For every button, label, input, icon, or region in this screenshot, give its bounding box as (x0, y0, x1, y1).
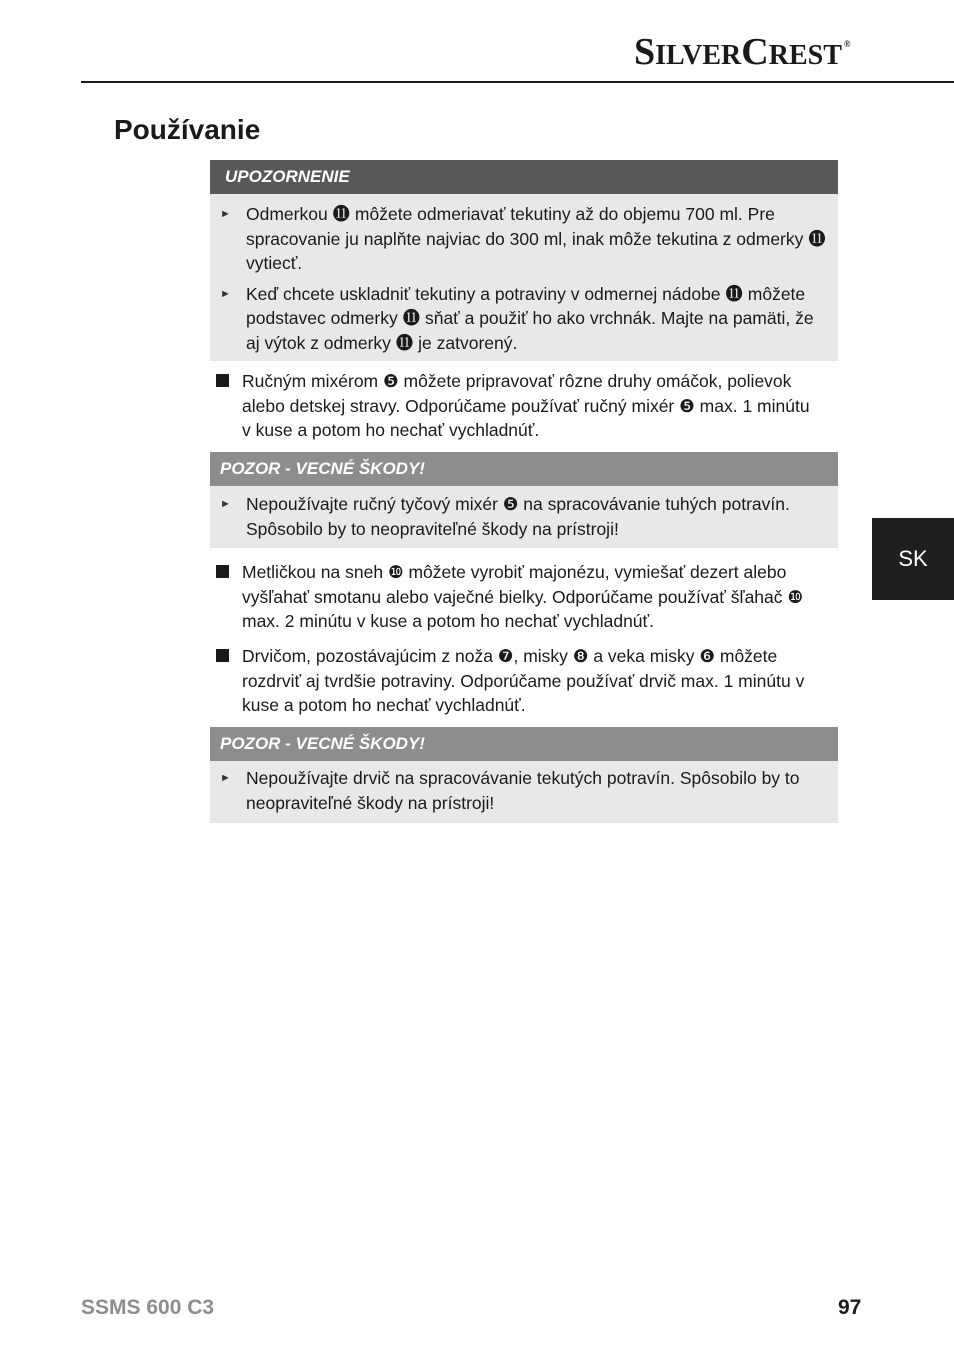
step-hand-mixer (210, 369, 838, 443)
page-title: Používanie (114, 114, 261, 145)
list-item (220, 282, 826, 356)
footer-model: SSMS 600 C3 (81, 1296, 215, 1319)
arrow-bullet-icon: ► (220, 287, 231, 300)
notice-item-text: Odmerkou ⓫ môžete odmeriavať tekutiny až do objemu 700 ml. Pre spracovanie ju naplňte najviac do 300 ml, inak môže tekutina z odmerky ⓫ vytiecť. (246, 204, 826, 273)
logo-letter-s: S (634, 31, 656, 73)
caution-box-1 (210, 452, 838, 548)
logo-text-rest: REST (768, 40, 842, 71)
arrow-bullet-icon: ► (220, 208, 231, 220)
step-text: Ručným mixérom ❺ môžete pripravovať rôzne druhy omáčok, polievok alebo detskej stravy. Odporúčame používať ručný mixér ❺ max. 1 minútu v kuse a potom ho nechať vychladnúť. (242, 371, 810, 440)
language-tab: SK (872, 518, 954, 600)
step-text: Metličkou na sneh ❿ môžete vyrobiť majonézu, vymiešať dezert alebo vyšľahať smotanu alebo vaječné bielky. Odporúčame používať šľahač ❿ max. 2 minútu v kuse a potom ho nechať vychladnúť. (242, 562, 804, 631)
square-bullet-icon (216, 644, 242, 718)
registered-mark: ® (843, 39, 851, 49)
notice-body (210, 194, 838, 361)
step-whisk (210, 560, 838, 634)
caution-body (210, 761, 838, 823)
step-chopper (210, 644, 838, 718)
square-bullet-icon (216, 560, 242, 634)
logo-text-ilver: ILVER (655, 40, 742, 71)
list-item (220, 766, 826, 815)
caution-body (210, 486, 838, 548)
caution-heading: POZOR - VECNÉ ŠKODY! (210, 452, 838, 486)
caution-item-text: Nepoužívajte ručný tyčový mixér ❺ na spracovávanie tuhých potravín. Spôsobilo by to neopraviteľné škody na prístroji! (246, 494, 790, 539)
square-bullet-icon (216, 369, 242, 443)
caution-item-text: Nepoužívajte drvič na spracovávanie tekutých potravín. Spôsobilo by to neopraviteľné škody na prístroji! (246, 768, 800, 813)
logo-letter-c: C (741, 31, 769, 73)
notice-heading: UPOZORNENIE (210, 160, 838, 194)
arrow-bullet-icon: ► (220, 498, 231, 510)
header-rule (81, 81, 954, 83)
page-number: 97 (838, 1296, 862, 1319)
list-item (220, 492, 826, 541)
caution-box-2 (210, 727, 838, 823)
notice-box (210, 160, 838, 361)
list-item (220, 202, 826, 276)
notice-item-text: Keď chcete uskladniť tekutiny a potraviny v odmernej nádobe ⓫ môžete podstavec odmerky ⓫ sňať a použiť ho ako vrchnák. Majte na pamäti, že aj výtok z odmerky ⓫ je zatvorený. (246, 283, 814, 353)
list-item (210, 369, 838, 443)
caution-heading: POZOR - VECNÉ ŠKODY! (210, 727, 838, 761)
arrow-bullet-icon: ► (220, 772, 231, 784)
brand-logo (634, 30, 874, 74)
list-item (210, 644, 838, 718)
step-text: Drvičom, pozostávajúcim z noža ❼, misky ❽ a veka misky ❻ môžete rozdrviť aj tvrdšie potraviny. Odporúčame používať drvič max. 1 minútu v kuse a potom ho nechať vychladnúť. (242, 646, 805, 715)
list-item (210, 560, 838, 634)
